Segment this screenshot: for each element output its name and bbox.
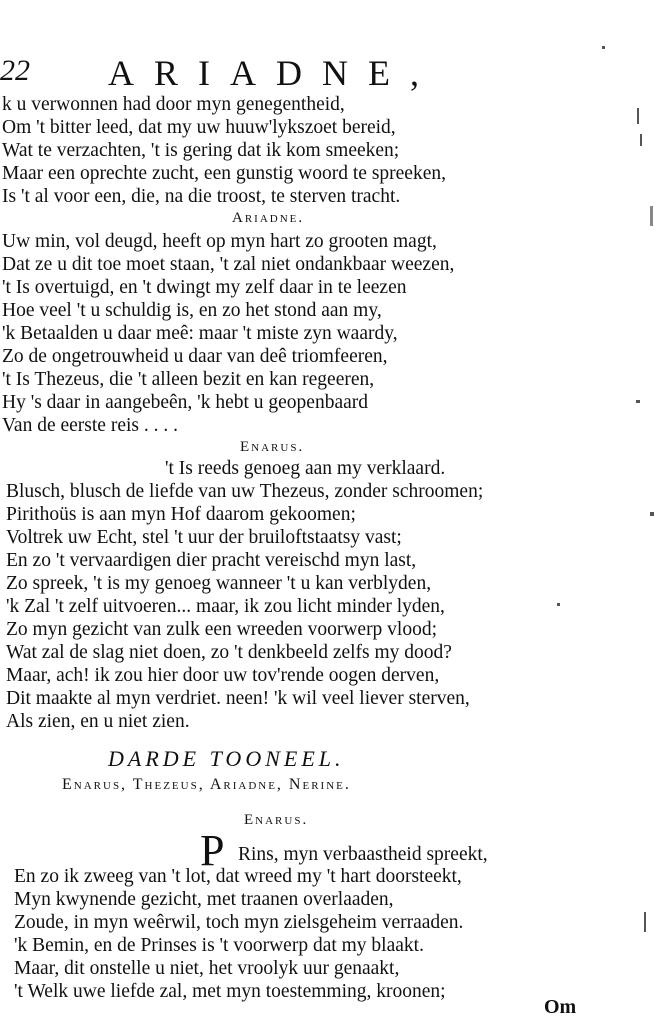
- verse-line: Wat zal de slag niet doen, zo 't denkbeeld zelfs my dood?: [6, 642, 452, 663]
- scan-speck: [644, 912, 646, 932]
- verse-line: Zo de ongetrouwheid u daar van deê triomfeeren,: [2, 346, 388, 367]
- verse-line: Zo myn gezicht van zulk een wreeden voorwerp vlood;: [6, 619, 438, 640]
- verse-line: Pirithoüs is aan myn Hof daarom gekoomen;: [6, 504, 356, 525]
- speaker-name: Ariadne.: [232, 210, 305, 226]
- verse-line: Zoude, in myn weêrwil, toch myn zielsgeheim verraaden.: [14, 912, 464, 933]
- verse-line: Zo spreek, 't is my genoeg wanneer 't u kan verblyden,: [6, 573, 432, 594]
- verse-line: Is 't al voor een, die, na die troost, te sterven tracht.: [2, 186, 401, 207]
- scan-speck: [640, 134, 642, 146]
- scan-speck: [557, 603, 560, 606]
- verse-line: 't Is overtuigd, en 't dwingt my zelf daar in te leezen: [2, 277, 407, 298]
- verse-line: Van de eerste reis . . . .: [2, 415, 178, 436]
- scan-speck: [636, 400, 640, 403]
- verse-line: k u verwonnen had door myn genegentheid,: [2, 94, 345, 115]
- scan-speck: [602, 46, 605, 49]
- verse-line: 'k Bemin, en de Prinses is 't voorwerp dat my blaakt.: [14, 935, 424, 956]
- verse-line: Hy 's daar in aangebeên, 'k hebt u geopenbaard: [2, 392, 369, 413]
- drop-cap: P: [200, 826, 225, 875]
- verse-line: Rins, myn verbaastheid spreekt,: [238, 844, 488, 865]
- running-title: ARIADNE,: [108, 53, 439, 93]
- verse-line: 't Welk uwe liefde zal, met myn toestemming, kroonen;: [14, 981, 446, 1002]
- verse-line: Maar een oprechte zucht, een gunstig woord te spreeken,: [2, 163, 446, 184]
- verse-line: Dat ze u dit toe moet staan, 't zal niet ondankbaar weezen,: [2, 254, 455, 275]
- speaker-name: Enarus.: [240, 439, 305, 455]
- verse-line: 't Is reeds genoeg aan my verklaard.: [165, 458, 446, 479]
- scene-cast: Enarus, Thezeus, Ariadne, Nerine.: [62, 776, 351, 793]
- verse-line: Als zien, en u niet zien.: [6, 711, 190, 732]
- verse-line: Maar, dit onstelle u niet, het vroolyk uur genaakt,: [14, 958, 400, 979]
- verse-line: En zo ik zweeg van 't lot, dat wreed my 't hart doorsteekt,: [14, 866, 462, 887]
- page-number: 22: [0, 54, 30, 87]
- scan-speck: [650, 512, 654, 516]
- scene-title: DARDE TOONEEL.: [108, 746, 345, 771]
- verse-line: Wat te verzachten, 't is gering dat ik kom smeeken;: [2, 140, 400, 161]
- page-header: [0, 52, 658, 92]
- scan-speck: [650, 206, 653, 226]
- verse-line: 't Is Thezeus, die 't alleen bezit en kan regeeren,: [2, 369, 375, 390]
- verse-line: Dit maakte al myn verdriet. neen! 'k wil veel liever sterven,: [6, 688, 470, 709]
- verse-line: Myn kwynende gezicht, met traanen overlaaden,: [14, 889, 394, 910]
- verse-line: 'k Zal 't zelf uitvoeren... maar, ik zou licht minder lyden,: [6, 596, 445, 617]
- scan-speck: [637, 108, 639, 124]
- verse-line: Uw min, vol deugd, heeft op myn hart zo grooten magt,: [2, 231, 437, 252]
- verse-line: En zo 't vervaardigen dier pracht vereischd myn last,: [6, 550, 417, 571]
- catchword: Om: [544, 996, 577, 1018]
- verse-line: 'k Betaalden u daar meê: maar 't miste zyn waardy,: [2, 323, 398, 344]
- verse-line: Om 't bitter leed, dat my uw huuw'lykszoet bereid,: [2, 117, 396, 138]
- verse-line: Blusch, blusch de liefde van uw Thezeus, zonder schroomen;: [6, 481, 484, 502]
- verse-line: Maar, ach! ik zou hier door uw tov'rende oogen derven,: [6, 665, 440, 686]
- speaker-name: Enarus.: [244, 812, 309, 828]
- verse-line: Voltrek uw Echt, stel 't uur der bruiloftstaatsy vast;: [6, 527, 402, 548]
- verse-line: Hoe veel 't u schuldig is, en zo het stond aan my,: [2, 300, 382, 321]
